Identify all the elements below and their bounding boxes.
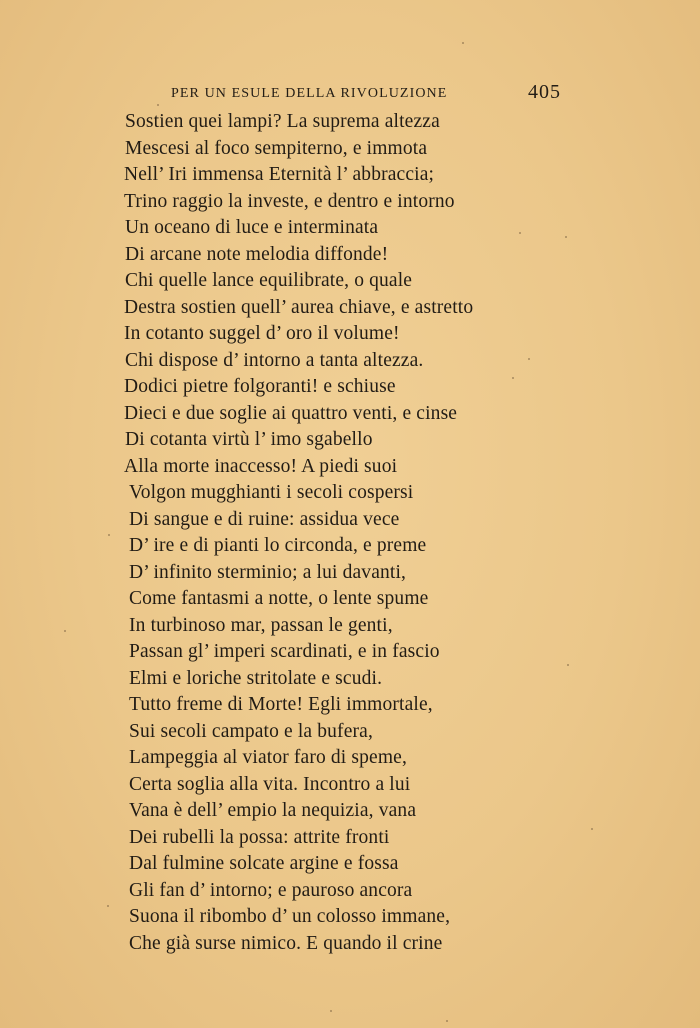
paper-speck [462, 42, 464, 44]
verse-line: Suona il ribombo d’ un colosso immane, [129, 906, 451, 927]
verse-line: Lampeggia al viator faro di speme, [129, 747, 407, 768]
verse-line: Mescesi al foco sempiterno, e immota [125, 137, 428, 159]
paper-speck [519, 232, 521, 234]
verse-line: Vana è dell’ empio la nequizia, vana [129, 800, 417, 821]
paper-speck [446, 1020, 448, 1022]
verse-line: Trino raggio la investe, e dentro e intorno [124, 190, 455, 212]
paper-speck [567, 664, 569, 666]
running-title: PER UN ESULE DELLA RIVOLUZIONE [171, 86, 448, 101]
verse-line: Destra sostien quell’ aurea chiave, e astretto [124, 296, 474, 318]
verse-line: Sostien quei lampi? La suprema altezza [125, 111, 440, 132]
verse-line: Tutto freme di Morte! Egli immortale, [129, 694, 433, 715]
verse-line: D’ infinito sterminio; a lui davanti, [129, 561, 407, 583]
verse-line: Come fantasmi a notte, o lente spume [129, 588, 429, 609]
verse-line: Gli fan d’ intorno; e pauroso ancora [129, 879, 413, 901]
verse-line: Chi quelle lance equilibrate, o quale [125, 270, 413, 291]
verse-line: Sui secoli campato e la bufera, [129, 720, 373, 742]
verse-line: Certa soglia alla vita. Incontro a lui [129, 773, 411, 795]
verse-line: Un oceano di luce e interminata [125, 217, 379, 238]
verse-line: In turbinoso mar, passan le genti, [129, 614, 393, 636]
paper-speck [565, 236, 567, 238]
verse-line: Dei rubelli la possa: attrite fronti [129, 826, 390, 848]
verse-line: Dieci e due soglie ai quattro venti, e cinse [124, 402, 458, 424]
verse-line: Di sangue e di ruine: assidua vece [129, 508, 400, 530]
verse-line: In cotanto suggel d’ oro il volume! [124, 323, 400, 344]
poem-verses [0, 109, 700, 957]
verse-line: Alla morte inaccesso! A piedi suoi [124, 455, 398, 477]
paper-speck [108, 534, 110, 536]
verse-line: Chi dispose d’ intorno a tanta altezza. [125, 349, 424, 371]
paper-speck [528, 358, 530, 360]
verse-line: Passan gl’ imperi scardinati, e in fascio [129, 641, 440, 662]
verse-line: Elmi e loriche stritolate e scudi. [129, 667, 383, 689]
verse-line: Volgon mugghianti i secoli cospersi [129, 482, 414, 503]
verse-line: Nell’ Iri immensa Eternità l’ abbraccia; [124, 164, 435, 185]
verse-line: Di cotanta virtù l’ imo sgabello [125, 429, 373, 450]
paper-speck [591, 828, 593, 830]
paper-speck [330, 1010, 332, 1012]
verse-line: Che già surse nimico. E quando il crine [129, 932, 443, 954]
paper-speck [512, 377, 514, 379]
verse-line: Dodici pietre folgoranti! e schiuse [124, 376, 396, 397]
verse-line: Di arcane note melodia diffonde! [125, 243, 389, 265]
paper-speck [107, 905, 109, 907]
running-head [171, 81, 561, 106]
verse-line: Dal fulmine solcate argine e fossa [129, 853, 399, 874]
paper-speck [157, 104, 159, 106]
paper-speck [64, 630, 66, 632]
verse-line: D’ ire e di pianti lo circonda, e preme [129, 535, 427, 556]
page-number: 405 [528, 81, 561, 103]
